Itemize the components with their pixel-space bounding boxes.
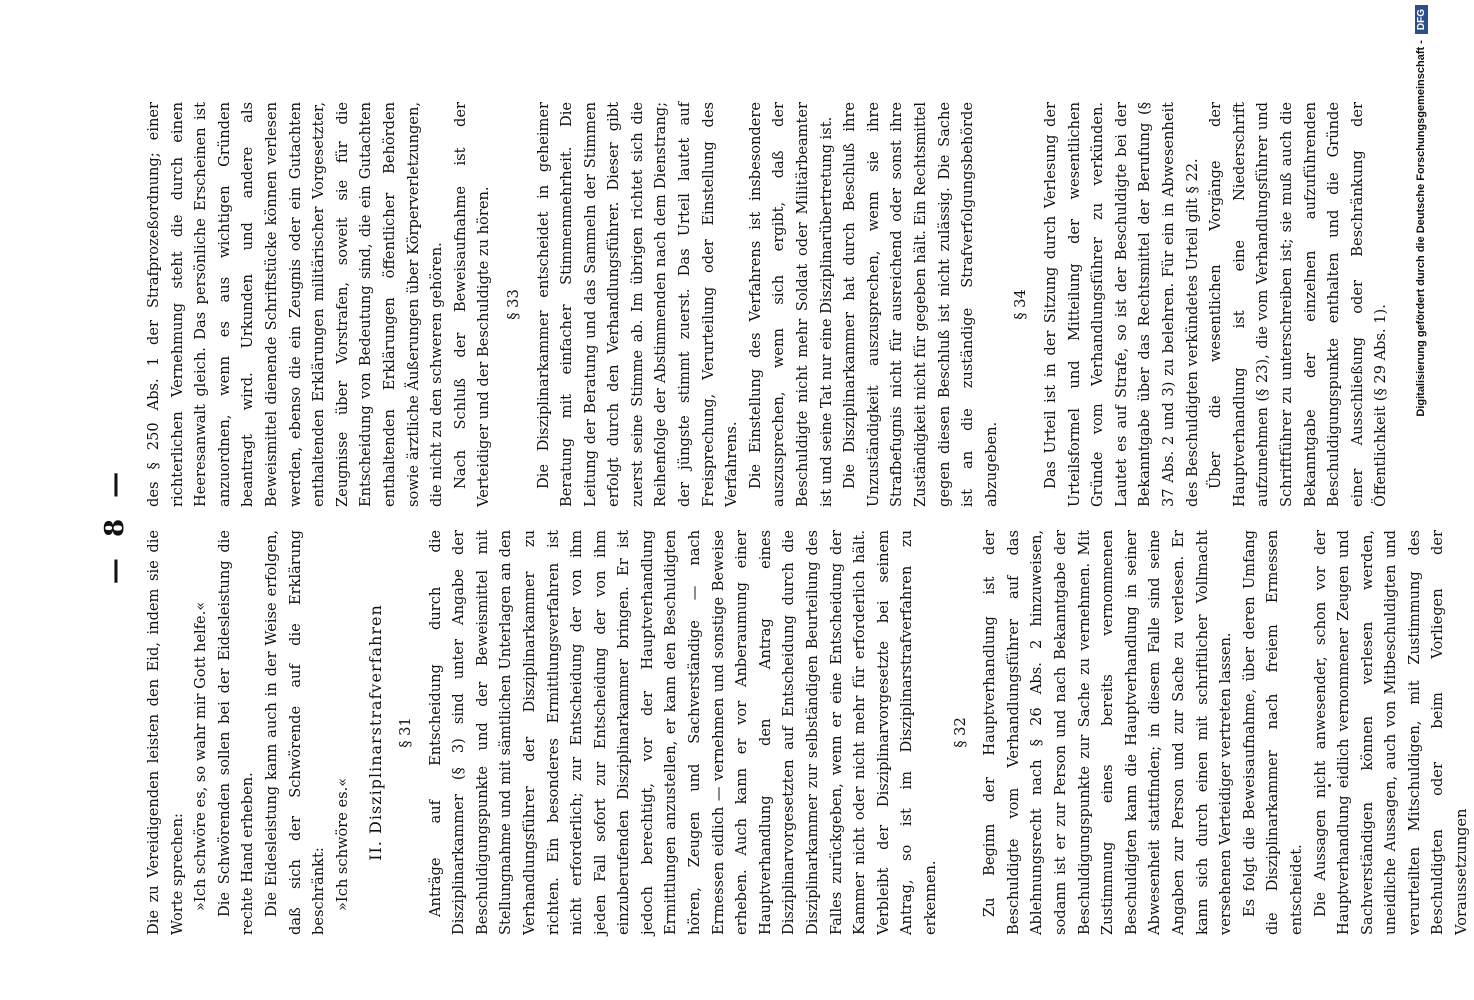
- paragraph-34-a: Das Urteil ist in der Sitzung durch Verlesung der Urteilsformel und Mitteilung der wesentlichen Gründe vom Verhandlungsführer zu verkünden. Lautet es auf Strafe, so ist der Beschuldigte bei der Bekanntgabe über das Rechtsmittel der Berufung (§ 37 Abs. 2 und 3) zu belehren. Für ein in Abwesenheit des Beschuldigten verkündetes Urteil gilt § 22.: [1041, 102, 1201, 507]
- right-column: [142, 102, 1390, 507]
- scan-speck: [1328, 784, 1331, 787]
- paragraph-sign-33: § 33: [504, 289, 522, 320]
- paragraph-closing-evidence: Nach Schluß der Beweisaufnahme ist der Verteidiger und der Beschuldigte zu hören.: [451, 102, 493, 507]
- digitization-credit: [1410, 5, 1432, 995]
- section-heading: II. Disziplinarstrafverfahren: [366, 604, 386, 861]
- paragraph-32-a: Zu Beginn der Hauptverhandlung ist der Beschuldigte vom Verhandlungsführer auf das Ablehnungsrecht nach § 26 Abs. 2 hinzuweisen, sodann ist er zur Person und nach Bekanntgabe der Beschuldigungspunkte zur Sache zu vernehmen. Mit Zustimmung eines bereits vernommenen Beschuldigten kann die Hauptverhandlung in seiner Abwesenheit stattfinden; in diesem Falle sind seine Angaben zur Person und zur Sache zu verlesen. Er kann sich durch einen mit schriftlicher Vollmacht versehenen Verteidiger vertreten lassen.: [981, 530, 1235, 935]
- paragraph-32-b: Es folgt die Beweisaufnahme, über deren Umfang die Disziplinarkammer nach freiem Ermessen entscheidet.: [1240, 530, 1305, 935]
- oath-intro: Die zu Vereidigenden leisten den Eid, indem sie die Worte sprechen:: [145, 530, 186, 935]
- paragraph-33-a: Die Disziplinarkammer entscheidet in geheimer Beratung mit einfacher Stimmenmehrheit. Die Leitung der Beratung und das Sammeln der Stimmen erfolgt durch den Verhandlungsführer. Dieser gibt zuerst seine Stimme ab. Im übrigen richtet sich die Reihenfolge der Abstimmenden nach dem Dienstrang; der jüngste stimmt zuerst. Das Urteil lautet auf Freisprechung, Verurteilung oder Einstellung des Verfahrens.: [534, 102, 741, 507]
- paragraph-continuation: des § 250 Abs. 1 der Strafprozeßordnung; einer richterlichen Vernehmung steht die durch einen Heeresanwalt gleich. Das persönliche Erscheinen ist anzuordnen, wenn es aus wichtigen Gründen beantragt wird. Urkunden und andere als Beweismittel dienende Schriftstücke können verlesen werden, ebenso die ein Zeugnis oder ein Gutachten enthaltenden Erklärungen militärischer Vorgesetzter, Zeugnisse über Vorstrafen, soweit sie für die Entscheidung von Bedeutung sind, die ein Gutachten enthaltenden Erklärungen öffentlicher Behörden sowie ärztliche Äußerungen über Körperverletzungen, die nicht zu den schweren gehören.: [145, 102, 446, 507]
- oath-formula: »Ich schwöre es, so wahr mir Gott helfe.«: [192, 601, 210, 911]
- paragraph-32-c: Die Aussagen nicht anwesender, schon vor der Hauptverhandlung eidlich vernommener Zeugen und Sachverständigen können verlesen werden, uneidliche Aussagen, auch von Mitbeschuldigten und verurteilten Mitschuldigen, mit Zustimmung des Beschuldigten oder beim Vorliegen der Voraussetzungen: [1311, 530, 1471, 935]
- paragraph-sign-32: § 32: [951, 717, 969, 748]
- left-column: [142, 530, 1471, 935]
- paragraph-sign-34: § 34: [1012, 289, 1030, 320]
- paragraph-oath-variant: Die Eidesleistung kann auch in der Weise erfolgen, daß sich der Schwörende auf die Erklärung beschränkt:: [262, 530, 328, 935]
- paragraph-sign-31: § 31: [396, 717, 414, 748]
- paragraph-34-b: Über die wesentlichen Vorgänge der Hauptverhandlung ist eine Niederschrift aufzunehmen (§ 23), die vom Verhandlungsführer und Schriftführer zu unterschreiben ist; sie muß auch die Bekanntgabe der einzelnen aufzuführenden Beschuldigungspunkte enthalten und die Gründe einer Ausschließung oder Beschränkung der Öffentlichkeit (§ 29 Abs. 1).: [1207, 102, 1390, 507]
- paragraph-raise-hand: Die Schwörenden sollen bei der Eidesleistung die rechte Hand erheben.: [215, 530, 257, 935]
- digitization-credit-text: Digitalisierung gefördert durch die Deutsche Forschungsgemeinschaft -: [1415, 40, 1427, 417]
- oath-formula-short: »Ich schwöre es.«: [333, 777, 351, 911]
- paragraph-31: Anträge auf Entscheidung durch die Disziplinarkammer (§ 3) sind unter Angabe der Beschuldigungspunkte und der Beweismittel mit Stellungnahme und mit sämtlichen Unterlagen an den Verhandlungsführer der Disziplinarkammer zu richten. Ein besonderes Ermittlungsverfahren ist nicht erforderlich; zur Entscheidung der von ihm jeden Fall sofort zur Entscheidung der von ihm einzuberufenden Disziplinarkammer bringen. Er ist jedoch berechtigt, vor der Hauptverhandlung Ermittlungen anzustellen, er kann den Beschuldigten hören, Zeugen und Sachverständige — nach Ermessen eidlich — vernehmen und sonstige Beweise erheben. Auch kann er vor Anberaumung einer Hauptverhandlung den Antrag eines Disziplinarvorgesetzten auf Entscheidung durch die Disziplinarkammer zur selbständigen Beurteilung des Falles zurückgeben, wenn er eine Entscheidung der Kammer nicht oder nicht mehr für erforderlich hält. Verbleibt der Disziplinarvorgesetzte bei seinem Antrag, so ist im Disziplinarstrafverfahren zu erkennen.: [426, 530, 939, 935]
- paragraph-33-c: Die Disziplinarkammer hat durch Beschluß ihre Unzuständigkeit auszusprechen, wenn sie ihre Strafbefugnis nicht für ausreichend oder sonst ihre Zuständigkeit nicht für gegeben hält. Ein Rechtsmittel gegen diesen Beschluß ist nicht zulässig. Die Sache ist an die zuständige Strafverfolgungsbehörde abzugeben.: [841, 102, 1000, 507]
- paragraph-33-b: Die Einstellung des Verfahrens ist insbesondere auszusprechen, wenn sich ergibt, daß der Beschuldigte nicht mehr Soldat oder Militärbeamter ist und seine Tat nur eine Disziplinarübertretung ist.: [746, 102, 835, 507]
- page-number: — 8 —: [100, 465, 130, 585]
- dfg-logo: DFG: [1415, 5, 1428, 34]
